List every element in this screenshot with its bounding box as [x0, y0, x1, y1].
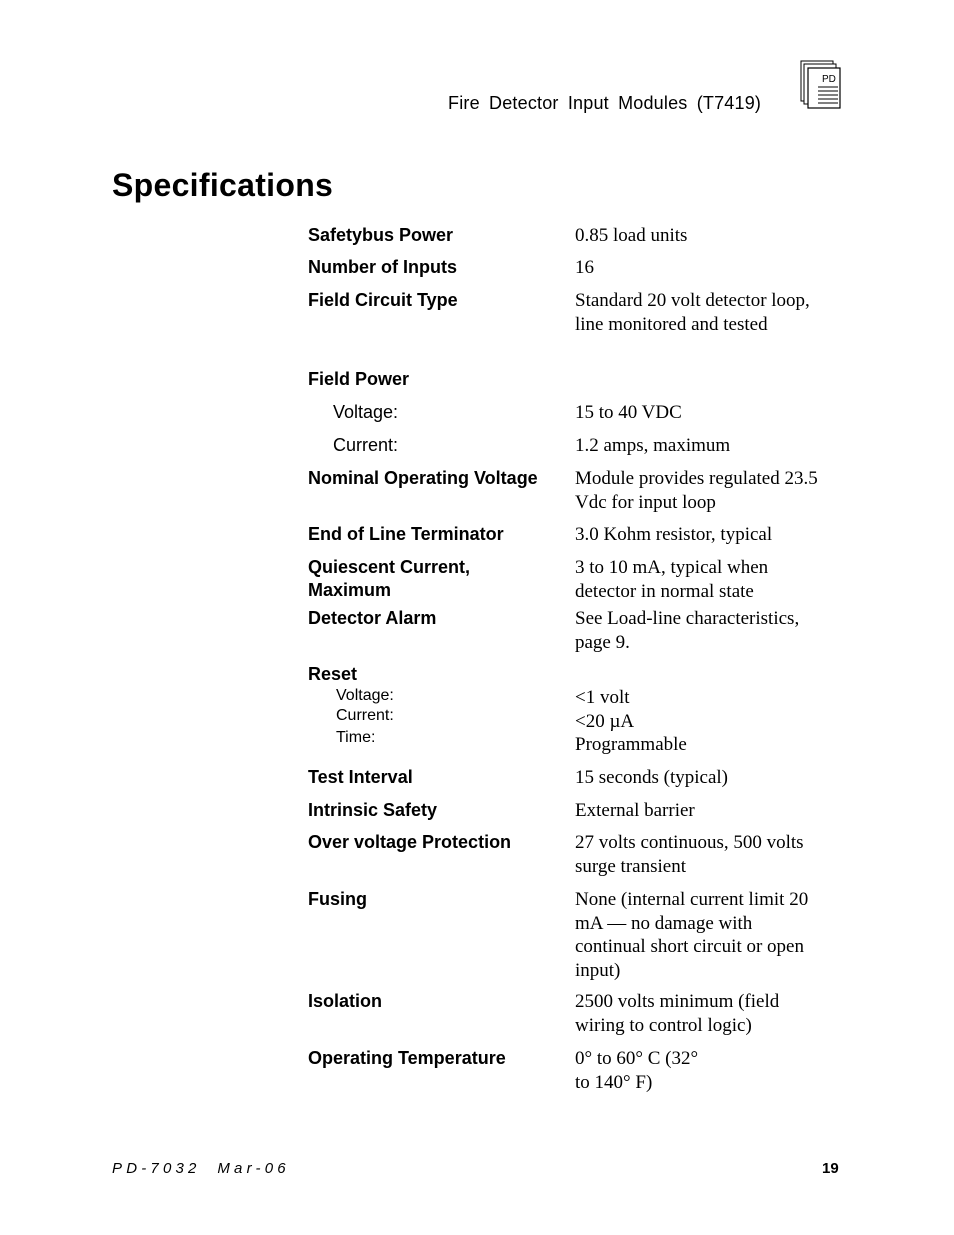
- spec-value: 3.0 Kohm resistor, typical: [575, 524, 773, 545]
- spec-value: 2500 volts minimum (field wiring to control logic): [575, 991, 780, 1036]
- spec-value: None (internal current limit 20 mA — no damage with continual short circuit or open input): [575, 889, 809, 981]
- spec-value: 1.2 amps, maximum: [575, 435, 731, 456]
- reset-time-value: Programmable: [575, 734, 687, 755]
- spec-label: Safetybus Power: [308, 225, 454, 245]
- spec-value: 0.85 load units: [575, 225, 688, 246]
- spec-label: Nominal Operating Voltage: [308, 468, 538, 488]
- reset-voltage-label: Voltage:: [336, 687, 394, 704]
- svg-text:PD: PD: [822, 74, 836, 85]
- spec-label: Reset: [308, 664, 358, 684]
- spec-value: See Load-line characteristics, page 9.: [575, 608, 800, 653]
- spec-label: Quiescent Current, Maximum: [308, 557, 471, 600]
- spec-sublabel: Voltage:: [333, 402, 399, 422]
- spec-label: Test Interval: [308, 767, 413, 787]
- spec-value: Standard 20 volt detector loop, line monitored and tested: [575, 290, 810, 335]
- spec-value: 3 to 10 mA, typical when detector in normal state: [575, 557, 769, 602]
- spec-label: Fusing: [308, 889, 367, 909]
- footer-page-number: 19: [822, 1160, 839, 1177]
- spec-value: 16: [575, 257, 594, 278]
- reset-time-label: Time:: [336, 729, 376, 746]
- spec-value: 15 seconds (typical): [575, 767, 729, 788]
- spec-label: Operating Temperature: [308, 1048, 506, 1068]
- spec-value: 0° to 60° C (32° to 140° F): [575, 1048, 699, 1093]
- spec-label: Number of Inputs: [308, 257, 457, 277]
- spec-label: End of Line Terminator: [308, 524, 504, 544]
- spec-value: Module provides regulated 23.5 Vdc for input loop: [575, 468, 818, 513]
- spec-label: Over voltage Protection: [308, 832, 512, 852]
- spec-sublabel: Current:: [333, 435, 399, 455]
- reset-current-label: Current:: [336, 707, 394, 724]
- reset-voltage-value: <1 volt: [575, 687, 630, 708]
- footer-document-id: PD-7032 Mar-06: [112, 1160, 290, 1177]
- spec-value: 15 to 40 VDC: [575, 402, 682, 423]
- spec-label: Detector Alarm: [308, 608, 437, 628]
- reset-current-value: <20 µA: [575, 711, 635, 732]
- spec-value: External barrier: [575, 800, 695, 821]
- pd-document-stack-icon: [800, 60, 842, 110]
- spec-label: Isolation: [308, 991, 383, 1011]
- spec-label: Field Power: [308, 369, 410, 389]
- spec-label: Field Circuit Type: [308, 290, 458, 310]
- spec-label: Intrinsic Safety: [308, 800, 438, 820]
- spec-value: 27 volts continuous, 500 volts surge transient: [575, 832, 804, 877]
- page-title: Specifications: [112, 167, 334, 203]
- running-header-title: Fire Detector Input Modules (T7419): [448, 93, 762, 113]
